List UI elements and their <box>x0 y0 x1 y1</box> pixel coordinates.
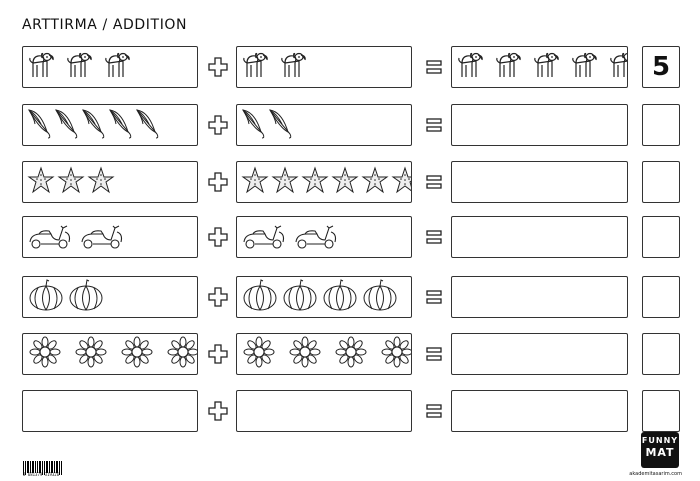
pumpkin-icon <box>27 278 65 316</box>
barcode-number: 8 681379 319326 <box>23 472 60 477</box>
scooter-icon <box>27 220 75 254</box>
starfish-icon <box>27 166 55 198</box>
dog-icon <box>494 49 524 85</box>
plus-icon <box>206 55 230 79</box>
result-box[interactable] <box>451 161 628 203</box>
flower-icon <box>165 336 198 372</box>
exercise-row <box>0 46 700 92</box>
starfish-icon <box>391 166 412 198</box>
pumpkin-icon <box>361 278 399 316</box>
plus-icon <box>206 113 230 137</box>
answer-box[interactable] <box>642 390 680 432</box>
plus-icon <box>206 399 230 423</box>
addend-box-1 <box>22 46 198 88</box>
plus-icon <box>206 225 230 249</box>
answer-box[interactable] <box>642 333 680 375</box>
umbrella-icon <box>135 106 160 144</box>
scooter-icon <box>79 220 127 254</box>
exercise-row <box>0 390 700 436</box>
logo-line-2: MAT <box>645 446 675 459</box>
addend-box-1 <box>22 216 198 258</box>
page-title: ARTTIRMA / ADDITION <box>22 17 188 33</box>
flower-icon <box>73 336 109 372</box>
dog-icon <box>27 49 57 85</box>
exercise-row <box>0 161 700 207</box>
dog-icon <box>570 49 600 85</box>
dog-icon <box>532 49 562 85</box>
starfish-icon <box>361 166 389 198</box>
logo-line-1: FUNNY <box>641 436 679 445</box>
addend-box-1 <box>22 390 198 432</box>
addend-box-2 <box>236 333 412 375</box>
umbrella-icon <box>241 106 266 144</box>
addend-box-2 <box>236 161 412 203</box>
website-text: akademitasarim.com <box>629 471 682 477</box>
exercise-row <box>0 276 700 322</box>
umbrella-icon <box>54 106 79 144</box>
starfish-icon <box>331 166 359 198</box>
addend-box-1 <box>22 161 198 203</box>
addend-box-2 <box>236 390 412 432</box>
answer-box[interactable] <box>642 161 680 203</box>
result-box[interactable] <box>451 390 628 432</box>
exercise-row <box>0 216 700 262</box>
flower-icon <box>333 336 369 372</box>
pumpkin-icon <box>67 278 105 316</box>
exercise-row <box>0 333 700 379</box>
funny-mat-logo <box>641 432 679 468</box>
pumpkin-icon <box>241 278 279 316</box>
plus-icon <box>206 170 230 194</box>
starfish-icon <box>87 166 115 198</box>
addend-box-2 <box>236 276 412 318</box>
plus-icon <box>206 342 230 366</box>
equals-icon <box>422 342 446 366</box>
equals-icon <box>422 113 446 137</box>
result-box[interactable] <box>451 46 628 88</box>
flower-icon <box>241 336 277 372</box>
pumpkin-icon <box>321 278 359 316</box>
dog-icon <box>456 49 486 85</box>
answer-number: 5 <box>651 52 671 82</box>
starfish-icon <box>241 166 269 198</box>
starfish-icon <box>57 166 85 198</box>
dog-icon <box>279 49 309 85</box>
addend-box-1 <box>22 104 198 146</box>
dog-icon <box>65 49 95 85</box>
flower-icon <box>27 336 63 372</box>
answer-box[interactable] <box>642 46 680 88</box>
answer-box[interactable] <box>642 104 680 146</box>
flower-icon <box>379 336 412 372</box>
answer-box[interactable] <box>642 276 680 318</box>
scooter-icon <box>293 220 341 254</box>
starfish-icon <box>271 166 299 198</box>
flower-icon <box>119 336 155 372</box>
equals-icon <box>422 170 446 194</box>
result-box[interactable] <box>451 216 628 258</box>
equals-icon <box>422 225 446 249</box>
result-box[interactable] <box>451 276 628 318</box>
pumpkin-icon <box>281 278 319 316</box>
dog-icon <box>241 49 271 85</box>
equals-icon <box>422 285 446 309</box>
addend-box-1 <box>22 276 198 318</box>
answer-box[interactable] <box>642 216 680 258</box>
addend-box-1 <box>22 333 198 375</box>
umbrella-icon <box>81 106 106 144</box>
flower-icon <box>287 336 323 372</box>
scooter-icon <box>241 220 289 254</box>
equals-icon <box>422 55 446 79</box>
exercise-row <box>0 104 700 150</box>
addend-box-2 <box>236 46 412 88</box>
starfish-icon <box>301 166 329 198</box>
dog-icon <box>608 49 628 85</box>
result-box[interactable] <box>451 104 628 146</box>
equals-icon <box>422 399 446 423</box>
umbrella-icon <box>108 106 133 144</box>
umbrella-icon <box>268 106 293 144</box>
dog-icon <box>103 49 133 85</box>
umbrella-icon <box>27 106 52 144</box>
addend-box-2 <box>236 216 412 258</box>
addend-box-2 <box>236 104 412 146</box>
plus-icon <box>206 285 230 309</box>
result-box[interactable] <box>451 333 628 375</box>
